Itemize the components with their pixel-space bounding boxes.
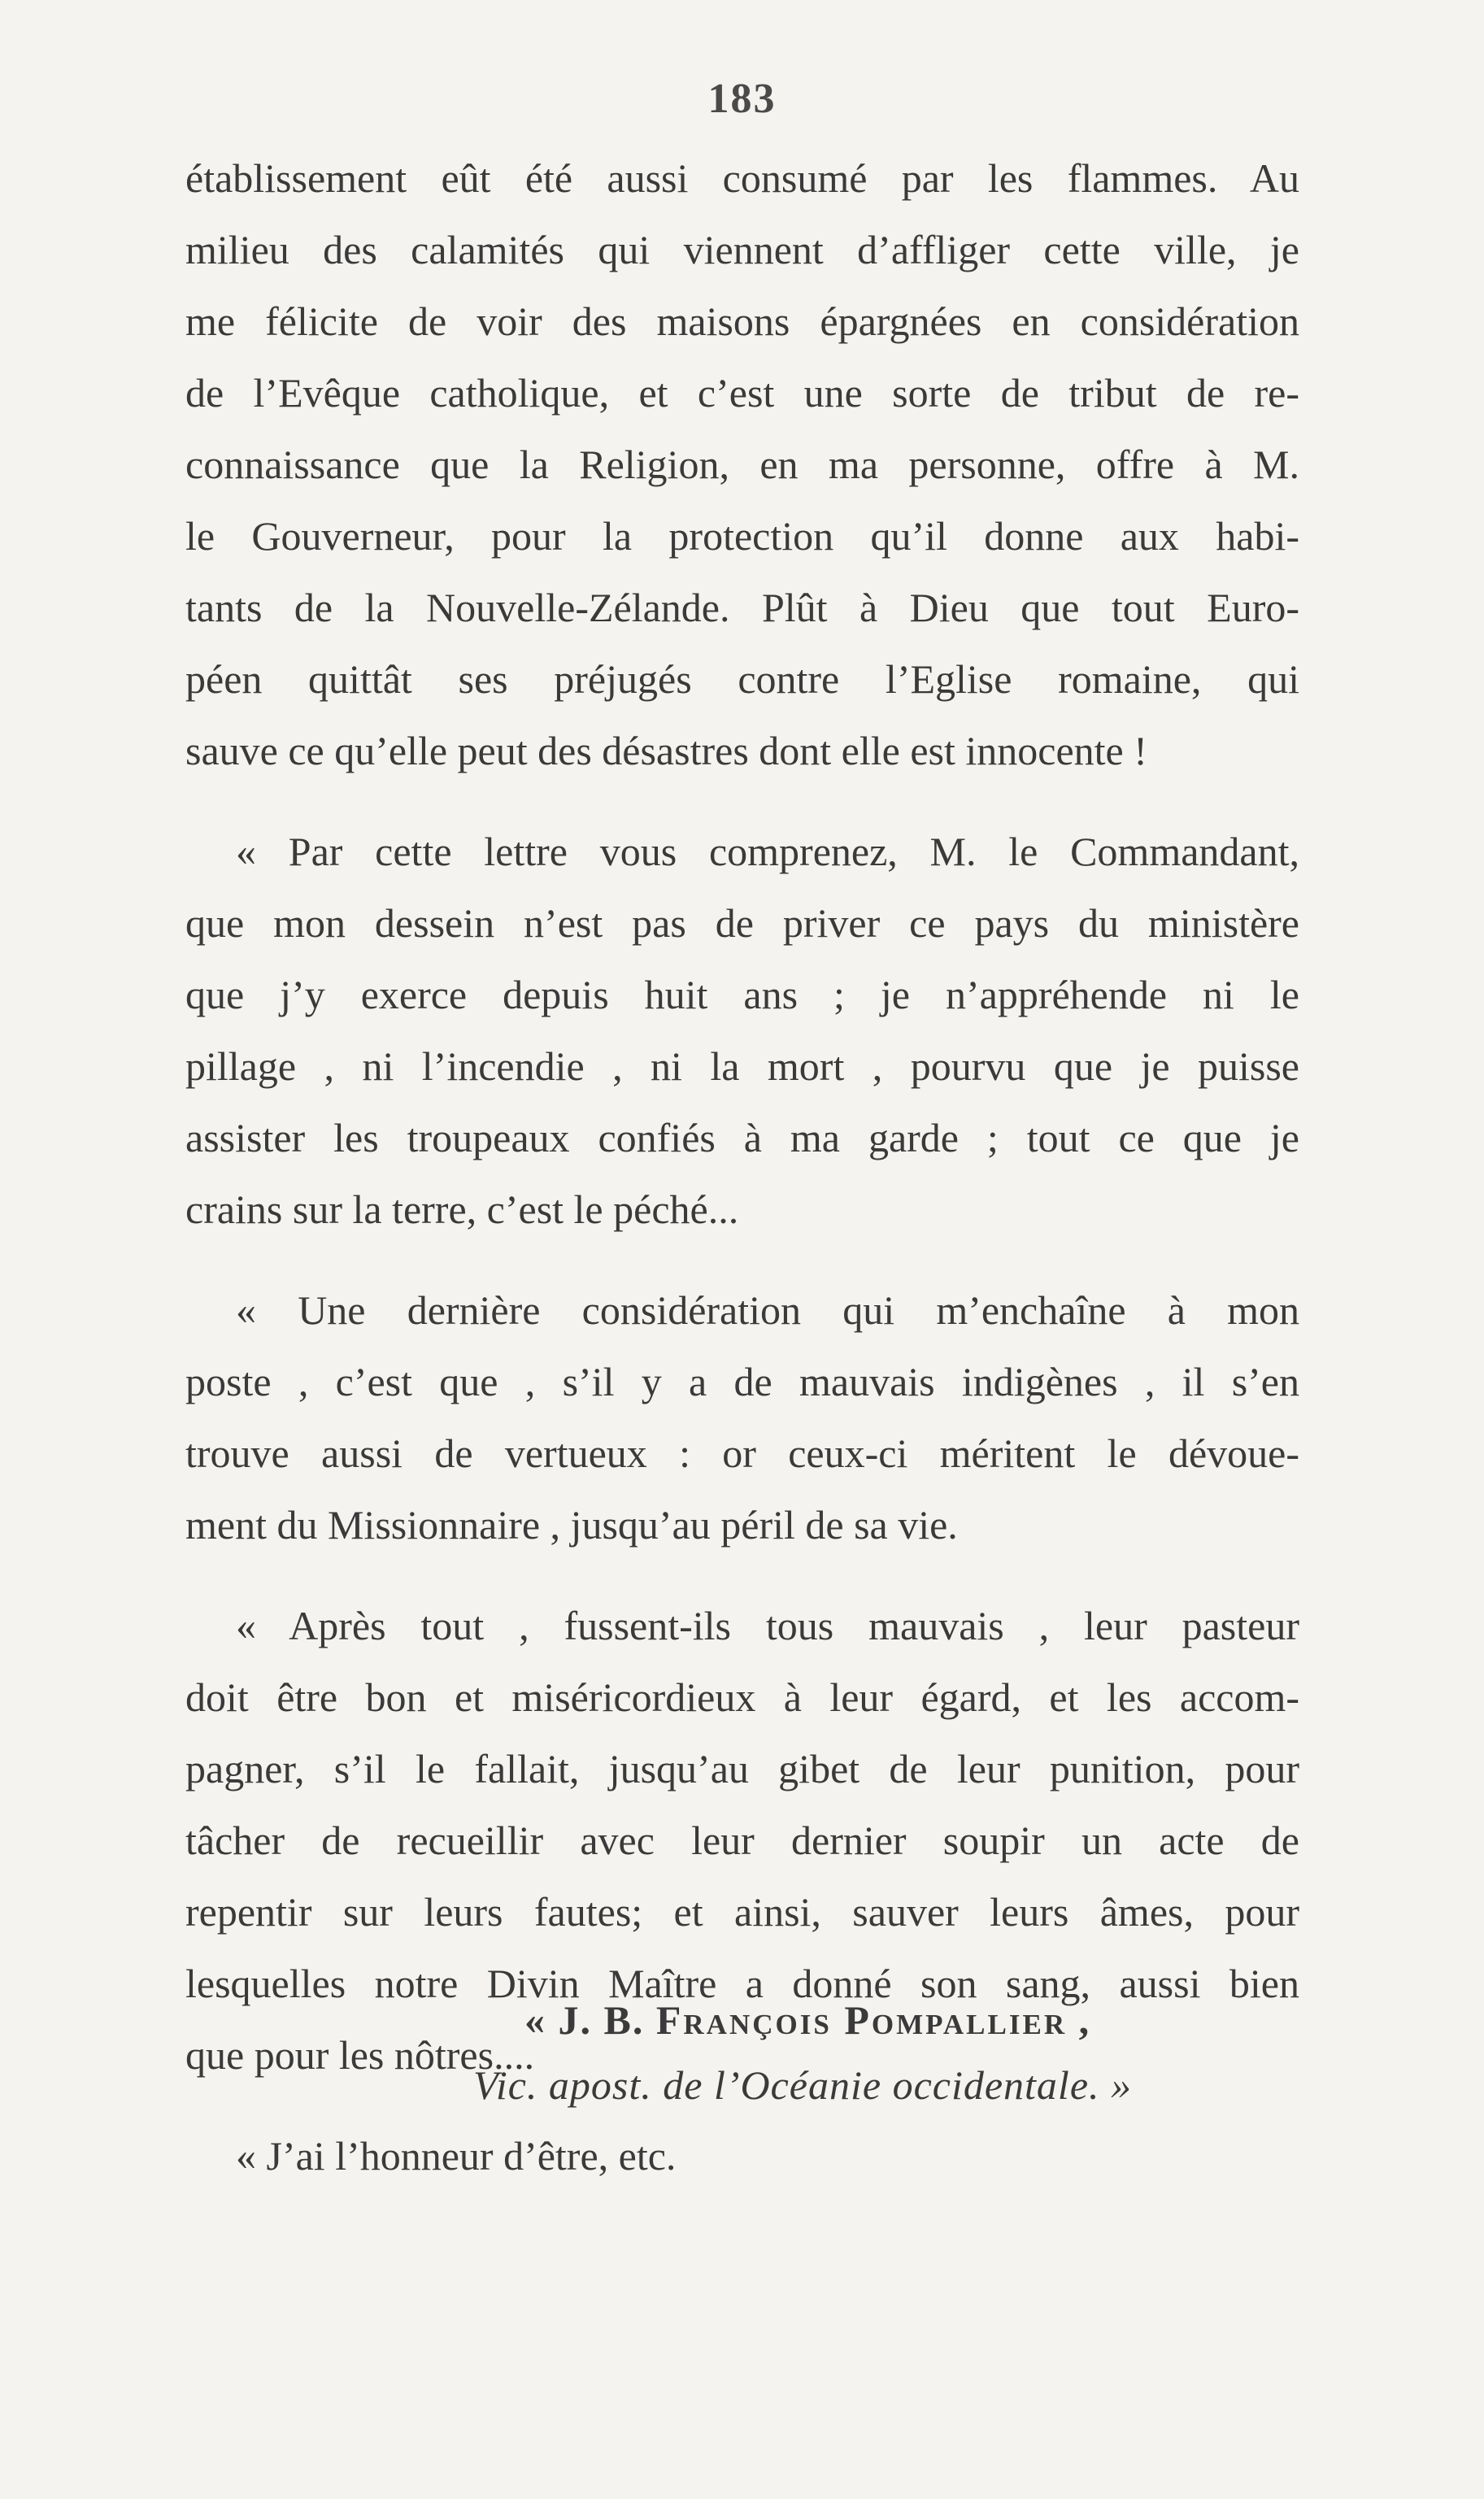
text-line: pillage , ni l’incendie , ni la mort , pourvu que je puisse <box>185 1043 1299 1089</box>
text-line: connaissance que la Religion, en ma personne, offre à M. <box>185 442 1299 487</box>
text-line: pagner, s’il le fallait, jusqu’au gibet de leur punition, pour <box>185 1746 1299 1792</box>
text-line: de l’Evêque catholique, et c’est une sorte de tribut de re- <box>185 370 1299 416</box>
text-line: poste , c’est que , s’il y a de mauvais indigènes , il s’en <box>185 1359 1299 1404</box>
text-line: sauve ce qu’elle peut des désastres dont elle est innocente ! <box>185 728 1147 773</box>
text-line: tâcher de recueillir avec leur dernier soupir un acte de <box>185 1818 1299 1863</box>
text-line: que pour les nôtres.... <box>185 2032 535 2078</box>
text-line: que j’y exerce depuis huit ans ; je n’appréhende ni le <box>185 972 1299 1017</box>
paragraph <box>185 816 1299 1245</box>
signature-suffix: , <box>1067 1997 1091 2043</box>
body-text <box>185 142 1299 2192</box>
text-line: « J’ai l’honneur d’être, etc. <box>236 2133 677 2179</box>
text-line: « Par cette lettre vous comprenez, M. le Commandant, <box>236 829 1299 874</box>
paragraph <box>185 1274 1299 1561</box>
paragraph <box>185 2120 1299 2192</box>
text-line: me félicite de voir des maisons épargnées en considération <box>185 298 1299 344</box>
text-line: ment du Missionnaire , jusqu’au péril de sa vie. <box>185 1502 958 1548</box>
text-line: trouve aussi de vertueux : or ceux-ci méritent le dévoue- <box>185 1430 1299 1476</box>
text-line: assister les troupeaux confiés à ma garde ; tout ce que je <box>185 1115 1299 1160</box>
text-line: péen quittât ses préjugés contre l’Eglise romaine, qui <box>185 656 1299 702</box>
signature-prefix: « J. B. <box>524 1997 656 2043</box>
text-line: milieu des calamités qui viennent d’affliger cette ville, je <box>185 227 1299 272</box>
text-line: tants de la Nouvelle-Zélande. Plût à Dieu que tout Euro- <box>185 585 1299 630</box>
signature-name <box>0 1996 1484 2044</box>
text-line: repentir sur leurs fautes; et ainsi, sauver leurs âmes, pour <box>185 1889 1299 1935</box>
signature-title: Vic. apost. de l’Océanie occidentale. » <box>473 2062 1133 2108</box>
text-line: « Une dernière considération qui m’enchaîne à mon <box>236 1287 1299 1333</box>
text-line: que mon dessein n’est pas de priver ce pays du ministère <box>185 900 1299 946</box>
page-number: 183 <box>707 76 777 122</box>
signature-surname: François Pompallier <box>655 1997 1068 2043</box>
text-line: lesquelles notre Divin Maître a donné son sang, aussi bien <box>185 1961 1299 2006</box>
paragraph <box>185 142 1299 786</box>
text-line: établissement eût été aussi consumé par les flammes. Au <box>185 155 1299 201</box>
text-line: « Après tout , fussent-ils tous mauvais , leur pasteur <box>236 1603 1299 1648</box>
text-line: le Gouverneur, pour la protection qu’il donne aux habi- <box>185 513 1299 559</box>
text-line: doit être bon et miséricordieux à leur égard, et les accom- <box>185 1674 1299 1720</box>
text-line: crains sur la terre, c’est le péché... <box>185 1186 739 1232</box>
